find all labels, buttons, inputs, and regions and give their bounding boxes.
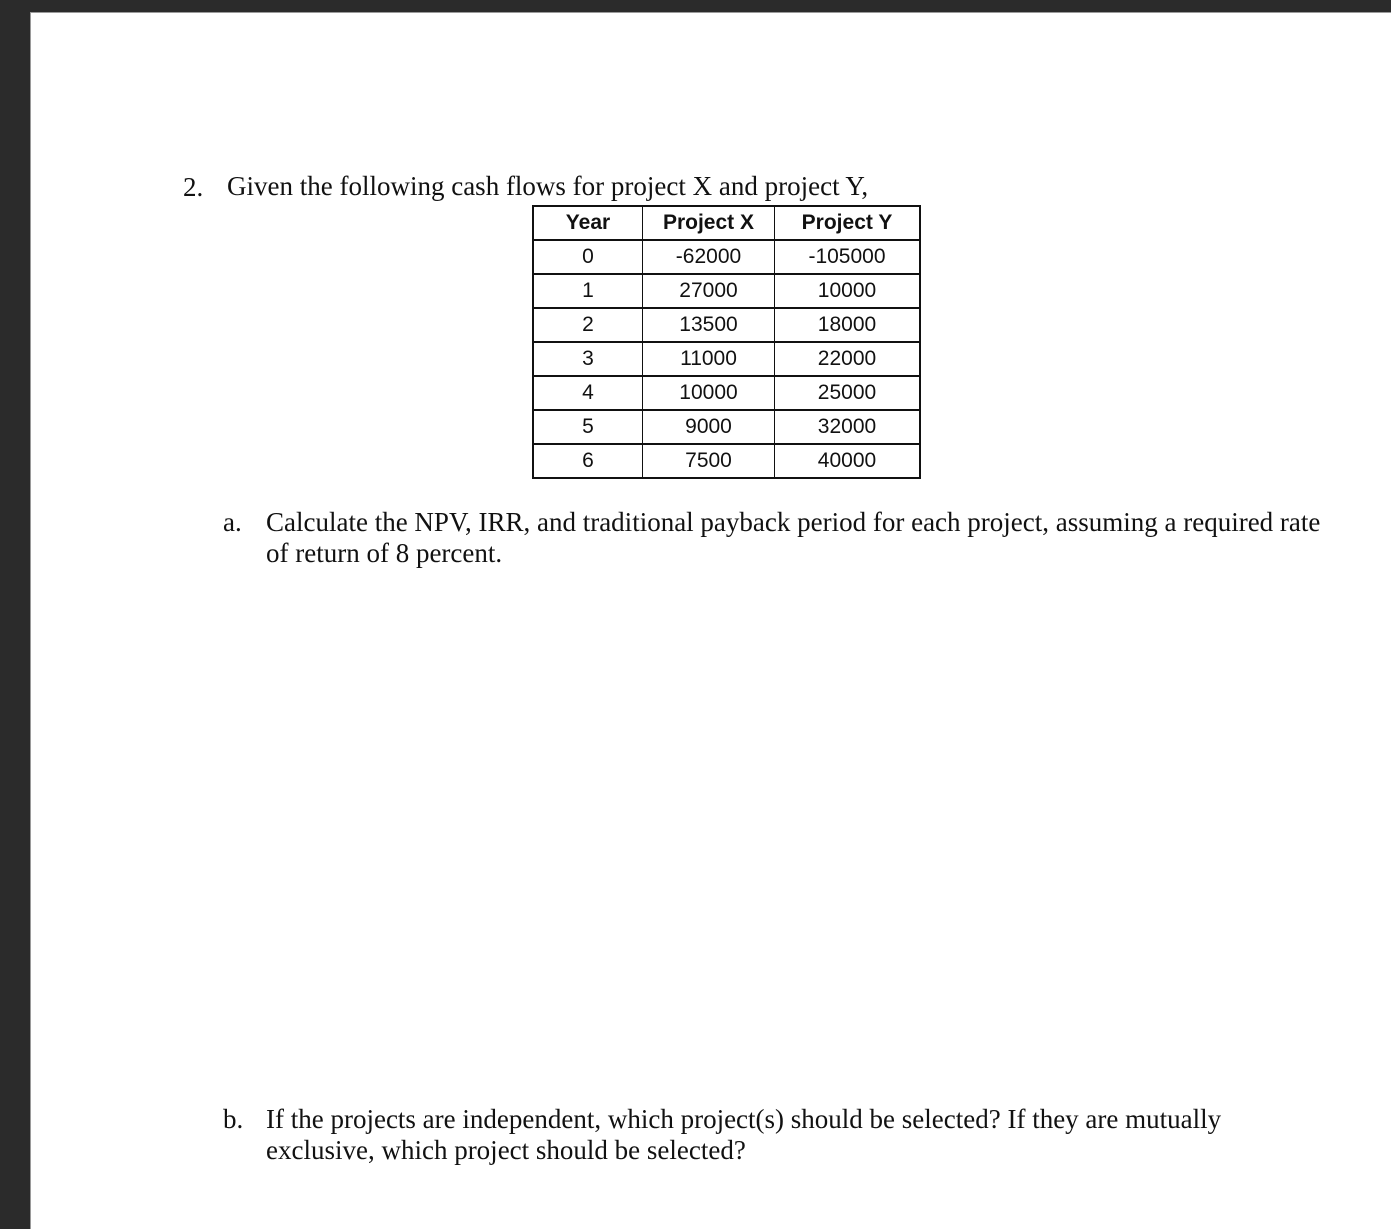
table-header-row bbox=[533, 206, 920, 240]
cell-year: 0 bbox=[533, 240, 643, 274]
cash-flow-table bbox=[532, 205, 921, 479]
header-project-x: Project X bbox=[643, 206, 775, 240]
cell-project-y: 18000 bbox=[775, 308, 921, 342]
cell-year: 1 bbox=[533, 274, 643, 308]
question-text: Given the following cash flows for project X and project Y, bbox=[227, 171, 869, 201]
cell-year: 6 bbox=[533, 444, 643, 478]
cell-project-x: 11000 bbox=[643, 342, 775, 376]
cell-project-x: 9000 bbox=[643, 410, 775, 444]
cell-year: 2 bbox=[533, 308, 643, 342]
cell-project-y: 40000 bbox=[775, 444, 921, 478]
cell-year: 4 bbox=[533, 376, 643, 410]
cell-project-x: 10000 bbox=[643, 376, 775, 410]
cell-project-y: 25000 bbox=[775, 376, 921, 410]
cell-year: 3 bbox=[533, 342, 643, 376]
cell-project-y: 10000 bbox=[775, 274, 921, 308]
part-b-marker: b. bbox=[223, 1104, 244, 1134]
table-row bbox=[533, 240, 920, 274]
cell-project-y: 22000 bbox=[775, 342, 921, 376]
cell-project-y: 32000 bbox=[775, 410, 921, 444]
cell-project-x: -62000 bbox=[643, 240, 775, 274]
cell-project-x: 7500 bbox=[643, 444, 775, 478]
cell-project-y: -105000 bbox=[775, 240, 921, 274]
table-row bbox=[533, 410, 920, 444]
cell-project-x: 13500 bbox=[643, 308, 775, 342]
question-number: 2. bbox=[183, 172, 204, 202]
part-a-marker: a. bbox=[223, 507, 242, 537]
table-row bbox=[533, 274, 920, 308]
table-row bbox=[533, 376, 920, 410]
header-project-y: Project Y bbox=[775, 206, 921, 240]
table-row bbox=[533, 342, 920, 376]
part-b-text: If the projects are independent, which project(s) should be selected? If they are mutually exclusive, which project should be selected? bbox=[266, 1104, 1222, 1165]
cell-year: 5 bbox=[533, 410, 643, 444]
table-row bbox=[533, 308, 920, 342]
cell-project-x: 27000 bbox=[643, 274, 775, 308]
header-year: Year bbox=[533, 206, 643, 240]
table-row bbox=[533, 444, 920, 478]
document-page bbox=[30, 12, 1391, 1229]
part-a-text: Calculate the NPV, IRR, and traditional payback period for each project, assuming a required rate of return of 8 percent. bbox=[266, 507, 1321, 568]
